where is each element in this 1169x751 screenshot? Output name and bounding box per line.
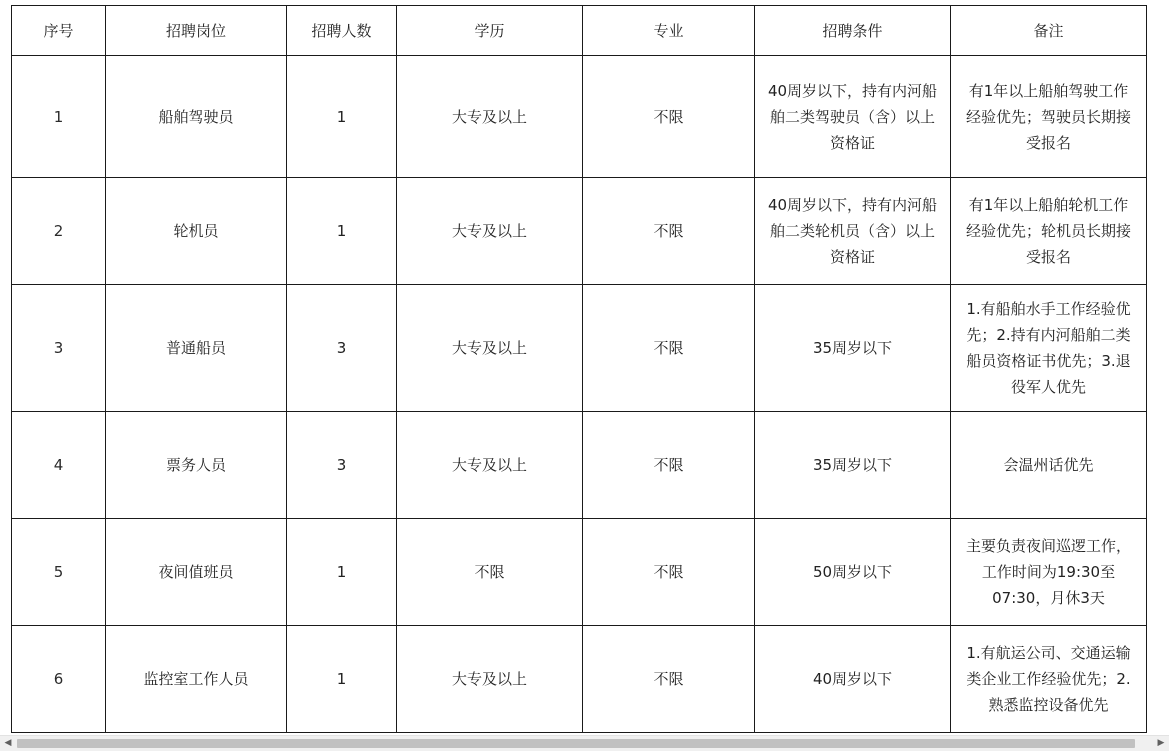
cell-requirements: 40周岁以下，持有内河船 舶二类驾驶员（含）以上 资格证: [755, 56, 951, 178]
cell-seq: 6: [12, 626, 106, 733]
cell-education: 不限: [397, 519, 583, 626]
cell-seq: 2: [12, 178, 106, 285]
header-position: 招聘岗位: [106, 6, 287, 56]
cell-count: 1: [287, 519, 397, 626]
table-row: [12, 519, 1147, 626]
cell-count: 1: [287, 56, 397, 178]
table-row: [12, 412, 1147, 519]
cell-major: 不限: [583, 519, 755, 626]
cell-count: 1: [287, 626, 397, 733]
table-row: [12, 56, 1147, 178]
cell-position: 票务人员: [106, 412, 287, 519]
header-requirements: 招聘条件: [755, 6, 951, 56]
cell-seq: 1: [12, 56, 106, 178]
cell-education: 大专及以上: [397, 626, 583, 733]
cell-count: 3: [287, 285, 397, 412]
cell-count: 3: [287, 412, 397, 519]
cell-education: 大专及以上: [397, 56, 583, 178]
header-count: 招聘人数: [287, 6, 397, 56]
cell-remarks: 1.有航运公司、交通运输 类企业工作经验优先；2. 熟悉监控设备优先: [951, 626, 1147, 733]
cell-position: 夜间值班员: [106, 519, 287, 626]
cell-major: 不限: [583, 626, 755, 733]
cell-requirements: 40周岁以下，持有内河船 舶二类轮机员（含）以上 资格证: [755, 178, 951, 285]
cell-seq: 4: [12, 412, 106, 519]
table-row: [12, 178, 1147, 285]
cell-major: 不限: [583, 56, 755, 178]
cell-remarks: 有1年以上船舶轮机工作 经验优先；轮机员长期接 受报名: [951, 178, 1147, 285]
cell-position: 普通船员: [106, 285, 287, 412]
cell-remarks: 主要负责夜间巡逻工作， 工作时间为19:30至 07:30，月休3天: [951, 519, 1147, 626]
cell-requirements: 50周岁以下: [755, 519, 951, 626]
cell-major: 不限: [583, 412, 755, 519]
table-row: [12, 626, 1147, 733]
cell-position: 轮机员: [106, 178, 287, 285]
cell-education: 大专及以上: [397, 412, 583, 519]
header-remarks: 备注: [951, 6, 1147, 56]
horizontal-scrollbar[interactable]: [0, 735, 1169, 751]
cell-major: 不限: [583, 178, 755, 285]
table-row: [12, 285, 1147, 412]
cell-major: 不限: [583, 285, 755, 412]
cell-position: 船舶驾驶员: [106, 56, 287, 178]
cell-requirements: 35周岁以下: [755, 412, 951, 519]
header-seq: 序号: [12, 6, 106, 56]
cell-requirements: 35周岁以下: [755, 285, 951, 412]
cell-education: 大专及以上: [397, 285, 583, 412]
cell-remarks: 会温州话优先: [951, 412, 1147, 519]
header-education: 学历: [397, 6, 583, 56]
cell-position: 监控室工作人员: [106, 626, 287, 733]
cell-requirements: 40周岁以下: [755, 626, 951, 733]
chevron-right-icon[interactable]: ▶: [1157, 738, 1165, 748]
header-row: [12, 6, 1147, 56]
cell-remarks: 1.有船舶水手工作经验优 先；2.持有内河船舶二类 船员资格证书优先；3.退 役军人优先: [951, 285, 1147, 412]
scrollbar-thumb[interactable]: [17, 739, 1135, 748]
cell-seq: 3: [12, 285, 106, 412]
recruitment-table: [11, 5, 1147, 733]
cell-remarks: 有1年以上船舶驾驶工作 经验优先；驾驶员长期接 受报名: [951, 56, 1147, 178]
cell-education: 大专及以上: [397, 178, 583, 285]
header-major: 专业: [583, 6, 755, 56]
cell-seq: 5: [12, 519, 106, 626]
chevron-left-icon[interactable]: ◀: [4, 738, 12, 748]
cell-count: 1: [287, 178, 397, 285]
